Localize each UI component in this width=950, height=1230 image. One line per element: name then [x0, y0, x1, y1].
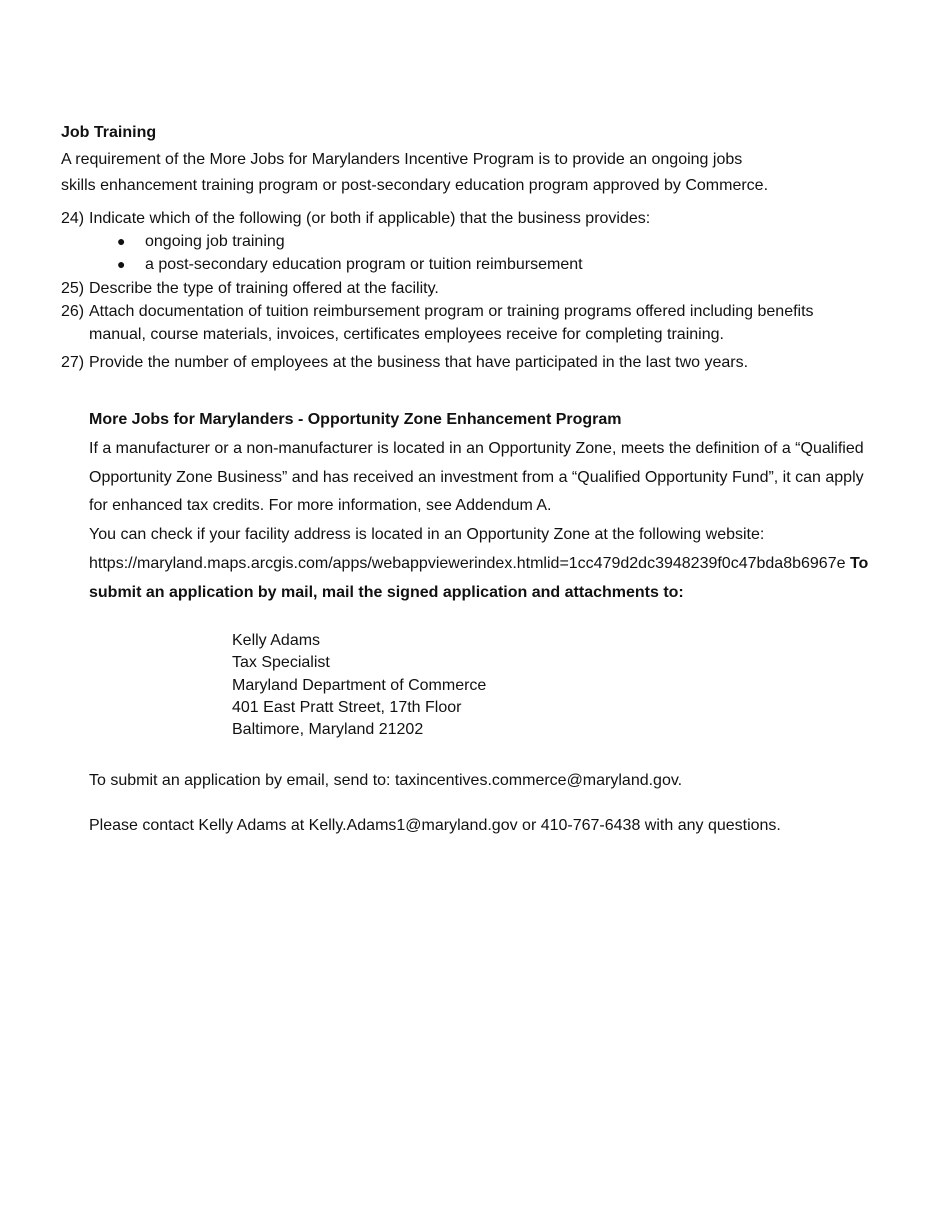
question-24 — [61, 207, 650, 230]
oz-line-6 — [89, 579, 929, 608]
intro-line-2: skills enhancement training program or post-secondary education program approved by Commerce. — [61, 177, 769, 194]
intro-line-1: A requirement of the More Jobs for Marylanders Incentive Program is to provide an ongoing jobs — [61, 151, 743, 168]
bullet-icon: ● — [117, 233, 126, 249]
question-text: Attach documentation of tuition reimbursement program or training programs offered including benefits — [89, 303, 814, 320]
mail-instruction: submit an application by mail, mail the signed application and attachments to: — [89, 583, 684, 601]
mailing-address — [232, 630, 486, 741]
contact-instruction: Please contact Kelly Adams at Kelly.Adams1@maryland.gov or 410-767-6438 with any questions. — [89, 817, 781, 834]
address-name: Kelly Adams — [232, 632, 321, 649]
question-number: 26) — [61, 303, 85, 320]
opportunity-zone-url[interactable]: https://maryland.maps.arcgis.com/apps/webappviewerindex.htmlid=1cc479d2dc3948239f0c47bda8b6967e — [89, 554, 846, 572]
question-text: Describe the type of training offered at the facility. — [89, 280, 439, 297]
job-training-intro — [61, 147, 881, 199]
opportunity-zone-heading: More Jobs for Marylanders - Opportunity Zone Enhancement Program — [89, 411, 622, 428]
list-item: ● a post-secondary education program or tuition reimbursement — [117, 253, 583, 276]
bullet-list — [117, 230, 583, 276]
oz-line-1: If a manufacturer or a non-manufacturer is located in an Opportunity Zone, meets the definition of a “Qualified — [89, 440, 864, 457]
address-city: Baltimore, Maryland 21202 — [232, 721, 424, 739]
opportunity-zone-body — [89, 435, 929, 607]
address-org: Maryland Department of Commerce — [232, 676, 487, 694]
bullet-icon: ● — [117, 256, 126, 272]
mail-instruction-start: To — [849, 554, 869, 572]
oz-line-3: for enhanced tax credits. For more information, see Addendum A. — [89, 497, 552, 515]
question-26 — [61, 300, 814, 346]
question-27 — [61, 351, 748, 374]
question-text-continued: manual, course materials, invoices, certificates employees receive for completing training. — [89, 326, 724, 343]
question-number: 27) — [61, 354, 85, 371]
oz-line-2: Opportunity Zone Business” and has received an investment from a “Qualified Opportunity Fund”, it can apply — [89, 468, 864, 486]
address-street: 401 East Pratt Street, 17th Floor — [232, 698, 462, 716]
question-25 — [61, 277, 439, 300]
list-item: ● ongoing job training — [117, 230, 583, 253]
question-number: 24) — [61, 210, 85, 227]
oz-line-5 — [89, 550, 929, 579]
oz-line-4: You can check if your facility address is located in an Opportunity Zone at the following website: — [89, 526, 765, 544]
question-number: 25) — [61, 280, 85, 297]
email-instruction: To submit an application by email, send to: taxincentives.commerce@maryland.gov. — [89, 772, 683, 789]
job-training-heading: Job Training — [61, 124, 157, 141]
question-text: Provide the number of employees at the business that have participated in the last two years. — [89, 354, 749, 371]
address-title: Tax Specialist — [232, 654, 330, 672]
question-text: Indicate which of the following (or both if applicable) that the business provides: — [89, 210, 651, 227]
